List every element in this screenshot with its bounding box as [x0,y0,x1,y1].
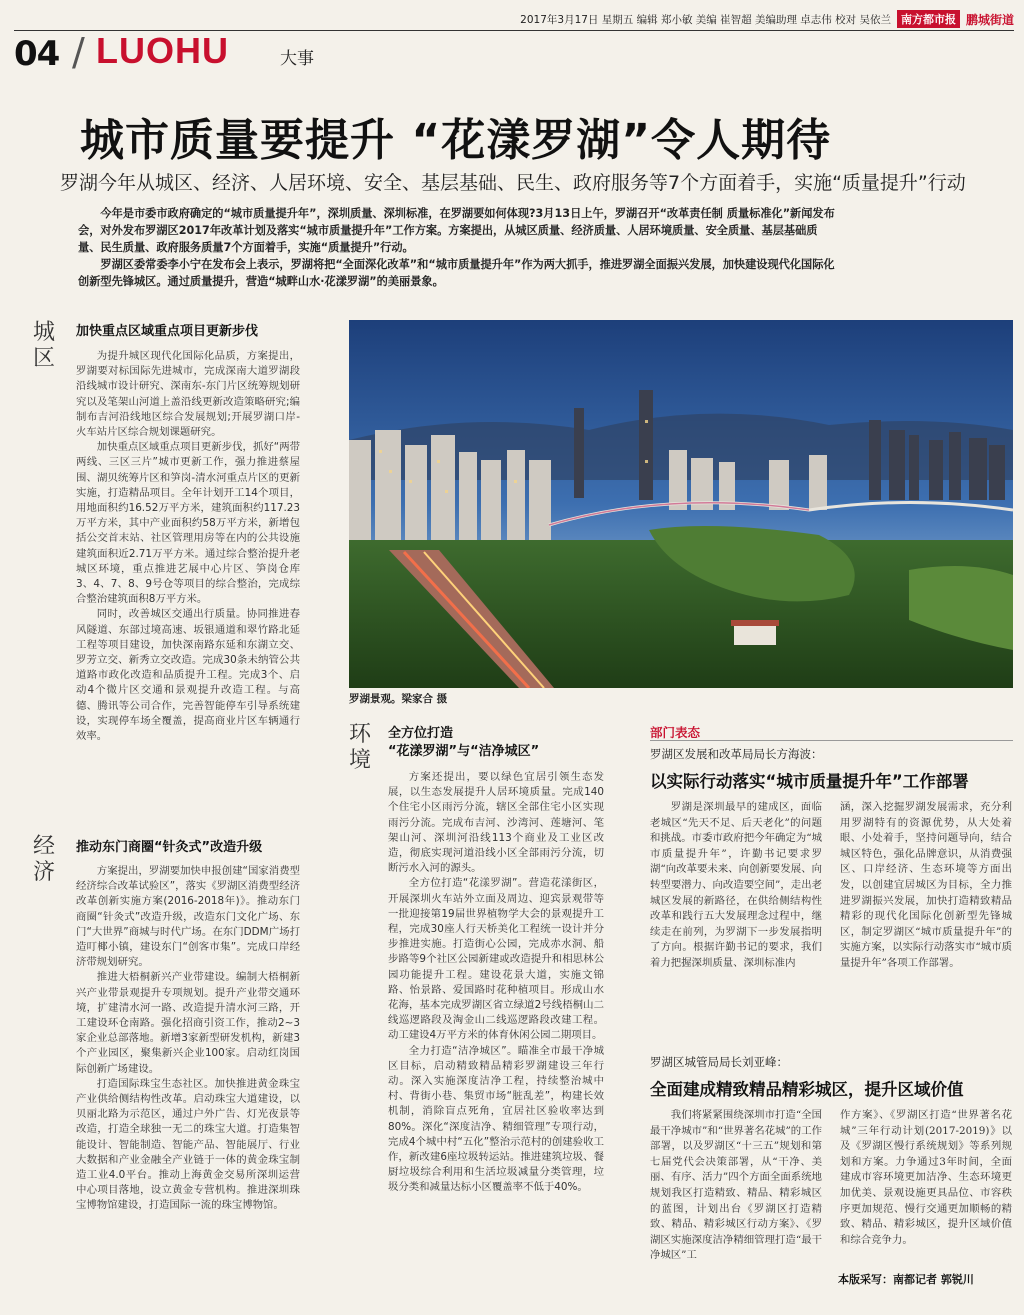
intro-paragraph: 罗湖区委常委李小宁在发布会上表示，罗湖将把“全面深化改革”和“城市质量提升年”作为两大抓手，推进罗湖全面振兴发展，加快建设现代化国际化创新型先锋城区。通过质量提升，营造“城畔山水·花漾罗湖”的美丽景象。 [78,258,835,288]
byline-liu: 罗湖区城管局局长刘亚峰： [650,1055,788,1069]
section-title-chengqu: 加快重点区域重点项目更新步伐 [76,324,259,339]
page-title: 城市质量要提升 “花漾罗湖”令人期待 [80,115,832,166]
city-skyline-photo [349,320,1013,688]
byline-fang: 罗湖区发展和改革局局长方海波： [650,747,823,761]
section-label-huanjing: 环境 [348,722,371,773]
paragraph: 方案提出，罗湖要加快申报创建“国家消费型经济综合改革试验区”，落实《罗湖区消费型经济改革创新实施方案(2016-2018年)》。推动东门商圈“针灸式”改造升级，改造东门文化广场、东门“大世界”商城与时代广场。在东门DDM广场打造叮椰小镇，建设东门“创客市集”。完成口岸经济带规划研究。 [76,865,300,969]
slash-divider: / [72,30,85,74]
paragraph: 同时，改善城区交通出行质量。协同推进春风隧道、东部过境高速、坂银通道和翠竹路北延工程等项目建设，加快深南路东延和东湖立交、罗芳立交、新秀立交改造。完成30条未纳管公共道路市政化改造和品质提升工程。完成3个、启动4个微片区交通和景观提升改造工程。与高德、腾讯等公司合作，完善智能停车引导系统建设，实现停车场全覆盖，提高商业片区车辆通行效率。 [76,608,300,743]
section-title-huanjing-line2: “花漾罗湖”与“洁净城区” [388,744,540,759]
article-body-huanjing [388,770,604,1196]
paragraph: 为提升城区现代化国际化品质，方案提出，罗湖要对标国际先进城市，完成深南大道罗湖段沿线城市设计研究、深南东-东门片区统筹规划研究以及笔架山河道上盖沿线更新改造策略研究;编制布吉河沿线地区综合发展规划;开展罗湖口岸-火车站片区综合规划课题研究。 [76,350,300,439]
section-label-jingji: 经济 [32,834,55,885]
article-body-chengqu [76,349,300,744]
page-number: 04 [14,34,60,74]
section-title-huanjing-line1: 全方位打造 [388,726,454,741]
paragraph: 全力打造“洁净城区”。瞄准全市最干净城区目标，启动精致精品精彩罗湖建设三年行动。深入实施深度洁净工程，持续整治城中村、背街小巷、集贸市场“脏乱差”，构建长效机制，消除盲点死角，宜居社区验收率达到80%。深化“深度洁净、精细管理”专项行动，完成4个城中村“五化”整治示范村的创建验收工作，新改建6座垃圾转运站。推进建筑垃圾、餐厨垃圾综合利用和生活垃圾减量分类管理，垃圾分类和减量达标小区覆盖率不低于40%。 [388,1044,604,1194]
issue-info: 2017年3月17日 星期五 编辑 郑小敏 美编 崔智超 美编助理 卓志伟 校对 吴依兰 [520,13,891,26]
article-body-jingji [76,864,300,1214]
section-subtitle: 大事 [280,49,314,69]
section-label-chengqu: 城区 [32,320,55,371]
paragraph: 推进大梧桐新兴产业带建设。编制大梧桐新兴产业带景观提升专项规划。提升产业带交通环境，扩建清水河一路、改造提升清水河三路，开工建设环仓南路。强化招商引资工作，推动2~3家企业总部落地。新增3家新型研发机构，新建3个产业园区，聚集新兴企业100家。启动红岗国际创新广场建设。 [76,971,300,1075]
subheadline: 罗湖今年从城区、经济、人居环境、安全、基层基础、民生、政府服务等7个方面着手，实施“质量提升”行动 [60,172,966,194]
section-name: LUOHU [96,30,229,71]
statement-body-liu-col2: 作方案》、《罗湖区打造“世界著名花城”三年行动计划(2017-2019)》以及《罗湖区慢行系统规划》等系列规划和方案。力争通过3年时间，全面建成市容环境更加洁净、生态环境更加优美、景观设施更具品位、市容秩序更加规范、慢行交通更加顺畅的精致、精品、精彩城区，提升区域价值和综合竞争力。 [840,1109,1012,1246]
page-credit: 本版采写：南都记者 郭锐川 [838,1273,974,1286]
newspaper-logo: 南方都市报 [897,10,960,28]
photo-caption: 罗湖景观。梁家合 摄 [349,693,448,705]
statement-body-fang-col1: 罗湖是深圳最早的建成区，面临老城区“先天不足、后天老化”的问题和挑战。市委市政府把今年确定为“城市质量提升年”，许勤书记要求罗湖“向改革要未来、向创新要发展、向转型要潜力、向改造要空间”，走出老城区发展的新路径，在供给侧结构性改革和践行五大发展理念过程中，继续走在前列，为罗湖下一步发展指明了方向。根据许勤书记的要求，我们着力把握深圳质量、深圳标准内 [650,801,822,969]
paragraph: 方案还提出，要以绿色宜居引领生态发展，以生态发展提升人居环境质量。完成140个住宅小区雨污分流，辖区全部住宅小区实现雨污分流。完成布吉河、沙湾河、莲塘河、笔架山河、深圳河沿线113个商业及工业区改造，彻底实现河道沿线小区全部雨污分流，切断污水入河的源头。 [388,771,604,875]
statement-body-liu-col1: 我们将紧紧围绕深圳市打造“全国最干净城市”和“世界著名花城”的工作部署，以及罗湖区“十三五”规划和第七届党代会决策部署，从“干净、美丽、有序、活力”四个方面全面系统地规划我区打造精致、精品、精彩城区的蓝图，计划出台《罗湖区打造精致、精品、精彩城区行动方案》、《罗湖区实施深度洁净精细管理打造“最干净城区”工 [650,1109,822,1262]
masthead-topline [520,10,1014,28]
department-label: 部门表态 [650,725,701,740]
intro-lead [78,205,838,290]
paragraph: 加快重点区域重点项目更新步伐，抓好“两带两线、三区三片”城市更新工作，强力推进蔡屋围、湖贝统筹片区和笋岗-清水河重点片区的更新实施，打造精品项目。全年计划开工14个项目，用地面积约16.52万平方米，建筑面积约117.23万平方米，其中产业面积约58万平方米，新增包括公交首末站、社区管理用房等在内的公共设施建筑面积近2.71万平方米。通过综合整治提升老城区环境，重点推进艺展中心片区、笋岗仓库3、4、7、8、9号仓等项目的综合整治，完成综合整治建筑面积8万平方米。 [76,441,300,606]
statement-title-liu: 全面建成精致精品精彩城区，提升区域价值 [650,1080,964,1099]
paragraph: 打造国际珠宝生态社区。加快推进黄金珠宝产业供给侧结构性改革。启动珠宝大道建设，以贝丽北路为示范区，通过户外广告、灯光夜景等改造，打造全球独一无二的珠宝大道。打造集智能设计、智能制造、智能产品、智能展厅、行业大数据和产业金融全产业链于一体的黄金珠宝制造工业4.0平台。推动上海黄金交易所深圳运营中心项目落地，设立黄金专营机构。推进深圳珠宝博物馆建设，打造国际一流的珠宝博物馆。 [76,1077,300,1212]
intro-paragraph: 今年是市委市政府确定的“城市质量提升年”，深圳质量、深圳标准，在罗湖要如何体现?3月13日上午，罗湖召开“改革责任制 质量标准化”新闻发布会，对外发布罗湖区2017年改革计划及落实“城市质量提升年”工作方案。方案提出，从城区质量、经济质量、人居环境质量、安全质量、基层基础质量、民生质量、政府服务质量7个方面着手，实施“质量提升”行动。 [78,207,835,254]
skyline-illustration [349,320,1013,688]
paragraph: 全方位打造“花漾罗湖”。营造花漾街区，开展深圳火车站外立面及周边、迎宾景观带等一批迎接第19届世界植物学大会的景观提升工程，完成30座人行天桥美化工程统一设计并分步推进实施。打造街心公园，完成赤水洞、船步路等9个社区公园新建或改造提升和相思林公园功能提升工程。建设花景大道，实施文锦路、怡景路、爱国路时花种植项目。形成山水花海，基本完成罗湖区省立绿道2号线梧桐山二线巡逻路段及淘金山二线巡逻路段改建工程。动工建设4万平方米的体育休闲公园二期项目。 [388,877,604,1042]
statement-title-fang: 以实际行动落实“城市质量提升年”工作部署 [650,772,969,791]
statement-body-fang-col2: 涵，深入挖掘罗湖发展需求，充分利用罗湖特有的资源优势，从大处着眼、小处着手，坚持问题导向，结合城区特色，强化品牌意识，从消费强区、口岸经济、生态环境等方面出发，以创建宜居城区为目标，全力推进罗湖振兴发展，加快打造精致精品精彩的现代化国际化创新型先锋城区，制定罗湖区“城市质量提升年”的实施方案，以实际行动落实市“城市质量提升年”各项工作部署。 [840,801,1012,969]
section-title-jingji: 推动东门商圈“针灸式”改造升级 [76,840,263,855]
department-rule [650,740,1013,741]
edition-logo: 鹏城街道 [965,12,1014,27]
